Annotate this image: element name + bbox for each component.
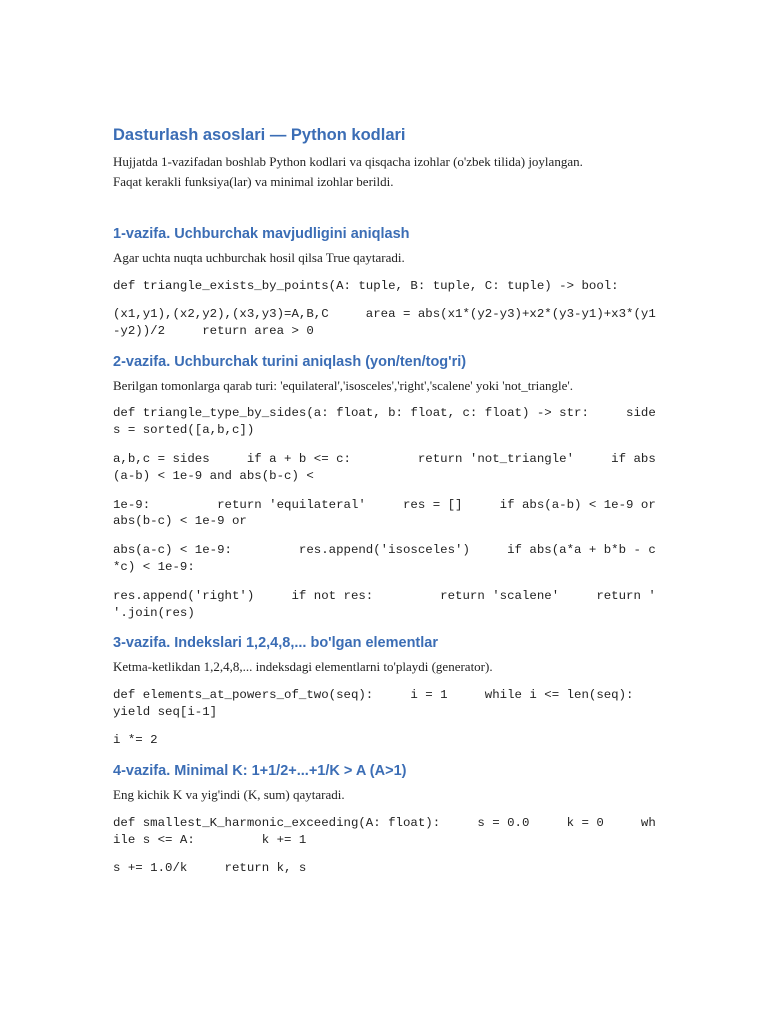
document-title: Dasturlash asoslari — Python kodlari xyxy=(113,126,406,144)
section-heading: 4-vazifa. Minimal K: 1+1/2+...+1/K > A (A>1) xyxy=(113,763,407,780)
code-block: abs(a-c) < 1e-9: res.append('isosceles') if abs(a*a + b*b - c*c) < 1e-9: xyxy=(113,543,656,574)
task-section-4 xyxy=(113,761,658,877)
code-block: res.append('right') if not res: return 'scalene' return ' '.join(res) xyxy=(113,588,664,620)
code-block: def elements_at_powers_of_two(seq): i = 1 while i <= len(seq): yield seq[i-1] xyxy=(113,687,701,719)
code-block: (x1,y1),(x2,y2),(x3,y3)=A,B,C area = abs(x1*(y2-y3)+x2*(y3-y1)+x3*(y1-y2))/2 return area > 0 xyxy=(113,307,656,339)
document-content xyxy=(113,124,701,877)
section-heading: 2-vazifa. Uchburchak turini aniqlash (yon/ten/tog'ri) xyxy=(113,353,467,370)
task-section-1 xyxy=(113,224,658,340)
section-description: Eng kichik K va yig'indi (K, sum) qaytaradi. xyxy=(113,787,345,803)
section-heading: 3-vazifa. Indekslari 1,2,4,8,... bo'lgan elementlar xyxy=(113,635,438,652)
code-block: i *= 2 xyxy=(113,733,158,748)
section-description: Agar uchta nuqta uchburchak hosil qilsa True qaytaradi. xyxy=(113,250,405,265)
section-description: Berilgan tomonlarga qarab turi: 'equilateral','isosceles','right','scalene' yoki 'not_triangle'. xyxy=(113,377,573,393)
code-block: def smallest_K_harmonic_exceeding(A: float): s = 0.0 k = 0 while s <= A: k += 1 xyxy=(113,815,656,847)
code-block: 1e-9: return 'equilateral' res = [] if abs(a-b) < 1e-9 or abs(b-c) < 1e-9 or xyxy=(113,497,664,529)
code-block: s += 1.0/k return k, s xyxy=(113,861,307,876)
section-description: Ketma-ketlikdan 1,2,4,8,... indeksdagi elementlarni to'playdi (generator). xyxy=(113,659,493,675)
intro-line: Hujjatda 1-vazifadan boshlab Python kodlari va qisqacha izohlar (o'zbek tilida) joylangan. xyxy=(113,154,583,169)
code-block: def triangle_type_by_sides(a: float, b: float, c: float) -> str: sides = sorted([a,b,c]) xyxy=(113,406,656,438)
code-block: def triangle_exists_by_points(A: tuple, B: tuple, C: tuple) -> bool: xyxy=(113,278,619,293)
task-section-3 xyxy=(113,633,701,749)
task-section-2 xyxy=(113,352,664,621)
intro-line: Faqat kerakli funksiya(lar) va minimal izohlar berildi. xyxy=(113,173,394,189)
section-heading: 1-vazifa. Uchburchak mavjudligini aniqlash xyxy=(113,226,410,242)
code-block: a,b,c = sides if a + b <= c: return 'not_triangle' if abs(a-b) < 1e-9 and abs(b-c) < xyxy=(113,451,656,483)
